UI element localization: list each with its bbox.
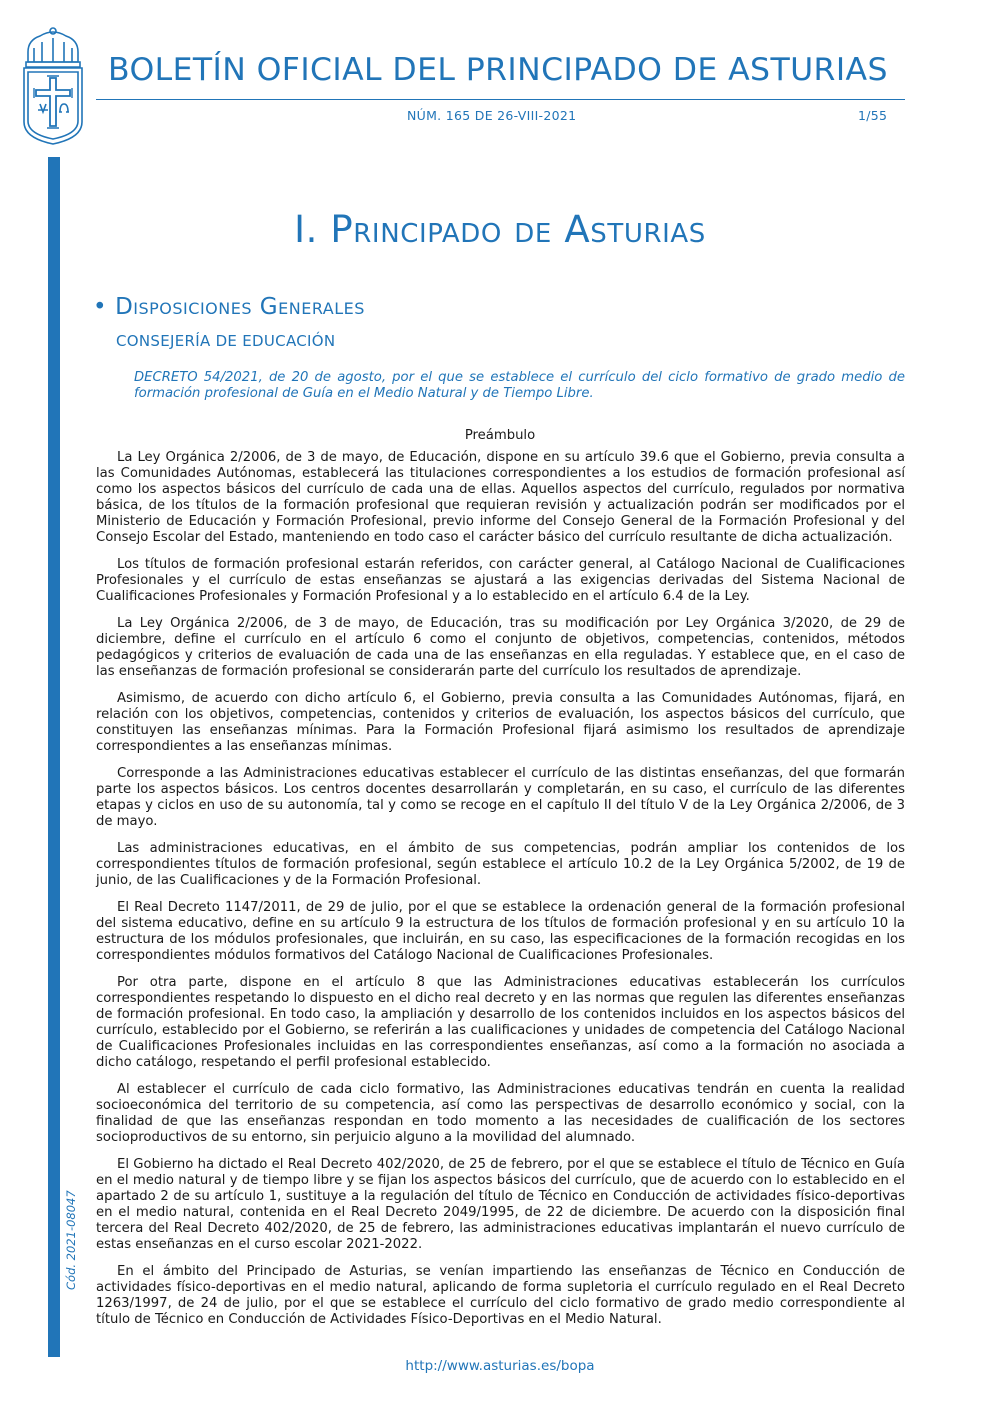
header-divider — [96, 99, 905, 100]
side-margin-bar — [48, 157, 60, 1357]
paragraph: Los títulos de formación profesional estarán referidos, con carácter general, al Catálogo Nacional de Cualificaciones Profesionales y el currículo de estas enseñanzas se ajustará a las exigencias derivadas del Sistema Nacional de Cualificaciones Profesionales y Formación Profesional y a lo establecido en el artículo 6.4 de la Ley. — [96, 557, 905, 604]
bulletin-title: BOLETÍN OFICIAL DEL PRINCIPADO DE ASTURIAS — [108, 52, 888, 88]
department-name: CONSEJERÍA DE EDUCACIÓN — [116, 332, 336, 350]
paragraph: Las administraciones educativas, en el ámbito de sus competencias, podrán ampliar los contenidos de los correspondientes títulos de formación profesional, según establece el artículo 10.2 de la Ley Orgánica 5/2002, de 19 de junio, de las Cualificaciones y de la Formación Profesional. — [96, 841, 905, 888]
paragraph: Corresponde a las Administraciones educativas establecer el currículo de las distintas enseñanzas, del que formarán parte los aspectos básicos. Los centros docentes desarrollarán y completarán, en su caso, el currículo de las diferentes etapas y ciclos en uso de su autonomía, tal y como se recoge en el capítulo II del título V de la Ley Orgánica 2/2006, de 3 de mayo. — [96, 766, 905, 829]
paragraph: Al establecer el currículo de cada ciclo formativo, las Administraciones educativas tendrán en cuenta la realidad socioeconómica del territorio de su competencia, así como las perspectivas de desarrollo económico y social, con la finalidad de que las enseñanzas respondan en todo momento a las necesidades de cualificación de los sectores socioproductivos de su entorno, sin perjuicio alguno a la movilidad del alumnado. — [96, 1082, 905, 1145]
document-body — [96, 450, 905, 1339]
issue-number: NÚM. 165 DE 26-VIII-2021 — [407, 108, 577, 123]
paragraph: Asimismo, de acuerdo con dicho artículo 6, el Gobierno, previa consulta a las Comunidades Autónomas, fijará, en relación con los objetivos, competencias, contenidos y criterios de evaluación, los aspectos básicos del currículo, que constituyen las enseñanzas mínimas. Para la Formación Profesional fijará asimismo los resultados de aprendizaje correspondientes a las enseñanzas mínimas. — [96, 691, 905, 754]
paragraph: En el ámbito del Principado de Asturias, se venían impartiendo las enseñanzas de Técnico en Conducción de actividades físico-deportivas en el medio natural, aplicando de forma supletoria el currículo regulado en el Real Decreto 1263/1997, de 24 de julio, por el que se establece el currículo del ciclo formativo de grado medio correspondiente al título de Técnico en Conducción de Actividades Físico-Deportivas en el Medio Natural. — [96, 1264, 905, 1327]
paragraph: El Real Decreto 1147/2011, de 29 de julio, por el que se establece la ordenación general de la formación profesional del sistema educativo, define en su artículo 9 la estructura de los títulos de formación profesional y en su artículo 10 la estructura de los módulos profesionales, que incluirán, en su caso, las especificaciones de la formación recogidas en los correspondientes módulos formativos del Catálogo Nacional de Cualificaciones Profesionales. — [96, 900, 905, 963]
bullet-icon: • — [93, 294, 108, 320]
footer-link[interactable]: http://www.asturias.es/bopa — [405, 1358, 595, 1374]
coat-of-arms-logo — [20, 22, 86, 146]
preamble-heading: Preámbulo — [464, 428, 536, 443]
paragraph: La Ley Orgánica 2/2006, de 3 de mayo, de Educación, dispone en su artículo 39.6 que el Gobierno, previa consulta a las Comunidades Autónomas, establecerá las titulaciones correspondientes a los estudios de formación profesional así como los aspectos básicos del currículo de cada una de ellas. Aquellos aspectos del currículo, regulados por normativa básica, de los títulos de la formación profesional que requieran revisión y actualización podrán ser modificados por el Ministerio de Educación y Formación Profesional, previo informe del Consejo General de la Formación Profesional y del Consejo Escolar del Estado, manteniendo en todo caso el carácter básico del currículo resultante de dicha actualización. — [96, 450, 905, 545]
section-title: I. Principado de Asturias — [294, 208, 706, 251]
document-code: Cód. 2021-08047 — [64, 1190, 78, 1290]
decree-title: DECRETO 54/2021, de 20 de agosto, por el que se establece el currículo del ciclo formativo de grado medio de formación profesional de Guía en el Medio Natural y de Tiempo Libre. — [134, 370, 905, 401]
paragraph: La Ley Orgánica 2/2006, de 3 de mayo, de Educación, tras su modificación por Ley Orgánica 3/2020, de 29 de diciembre, define el currículo en el artículo 6 como el conjunto de objetivos, competencias, contenidos, métodos pedagógicos y criterios de evaluación de cada una de las enseñanzas en ella reguladas. Y establece que, en el caso de las enseñanzas de formación profesional se considerarán parte del currículo los resultados de aprendizaje. — [96, 616, 905, 679]
paragraph: El Gobierno ha dictado el Real Decreto 402/2020, de 25 de febrero, por el que se establece el título de Técnico en Guía en el medio natural y de tiempo libre y se fijan los aspectos básicos del currículo, que de acuerdo con lo establecido en el apartado 2 de su artículo 1, sustituye a la regulación del título de Técnico en Conducción de actividades físico-deportivas en el medio natural, contenida en el Real Decreto 2049/1995, de 22 de diciembre. De acuerdo con la disposición final tercera del Real Decreto 402/2020, de 25 de febrero, las administraciones educativas implantarán el nuevo currículo de estas enseñanzas en el curso escolar 2021-2022. — [96, 1157, 905, 1252]
page-number: 1/55 — [858, 108, 888, 123]
subsection-title: Disposiciones Generales — [115, 294, 365, 320]
subsection-heading — [93, 294, 365, 320]
paragraph: Por otra parte, dispone en el artículo 8 que las Administraciones educativas establecerán los currículos correspondientes respetando lo dispuesto en el dicho real decreto y en las normas que regulen las diferentes enseñanzas de formación profesional. En todo caso, la ampliación y desarrollo de los contenidos incluidos en los aspectos básicos del currículo, establecido por el Gobierno, se referirán a las cualificaciones y unidades de competencia del Catálogo Nacional de Cualificaciones Profesionales incluidas en las correspondientes enseñanzas, así como a la formación no asociada a dicho catálogo, respetando el perfil profesional establecido. — [96, 975, 905, 1070]
